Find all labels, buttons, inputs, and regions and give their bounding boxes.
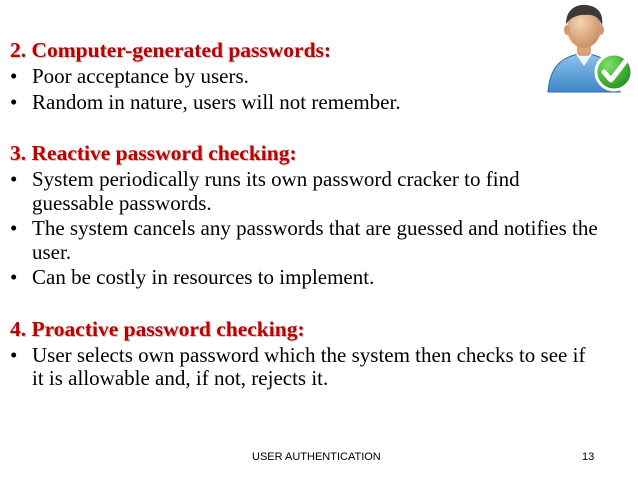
list-item-text: System periodically runs its own password cracker to find guessable passwords.: [32, 167, 520, 215]
list-item-text: Random in nature, users will not remember.: [32, 89, 401, 114]
section-proactive-password-checking: [10, 316, 600, 391]
bullet-dot: •: [10, 265, 18, 289]
list-item: [10, 91, 600, 115]
list-item-text: The system cancels any passwords that are guessed and notifies the user.: [32, 216, 598, 264]
section-reactive-password-checking: [10, 140, 600, 290]
bullet-list: [10, 344, 600, 391]
list-item-text: Can be costly in resources to implement.: [32, 265, 375, 289]
list-item-text: User selects own password which the system then checks to see if it is allowable and, if not, rejects it.: [32, 342, 586, 390]
list-item: [10, 217, 600, 264]
bullet-dot: •: [10, 64, 18, 88]
slide-footer: [0, 449, 638, 465]
list-item: [10, 65, 600, 89]
slide-body: [10, 37, 600, 391]
page-number: 13: [582, 451, 595, 463]
bullet-list: [10, 65, 600, 114]
section-computer-generated-passwords: [10, 37, 600, 114]
section-heading: 3. Reactive password checking:: [10, 141, 297, 165]
list-item-text: Poor acceptance by users.: [32, 64, 249, 88]
bullet-dot: •: [10, 89, 18, 114]
section-heading: 2. Computer-generated passwords:: [10, 38, 332, 62]
list-item: [10, 344, 600, 391]
bullet-dot: •: [10, 167, 18, 191]
section-heading: 4. Proactive password checking:: [10, 316, 305, 341]
bullet-dot: •: [10, 342, 18, 367]
bullet-list: [10, 168, 600, 290]
bullet-dot: •: [10, 216, 18, 240]
list-item: [10, 168, 600, 215]
list-item: [10, 266, 600, 290]
footer-title: USER AUTHENTICATION: [252, 451, 381, 463]
